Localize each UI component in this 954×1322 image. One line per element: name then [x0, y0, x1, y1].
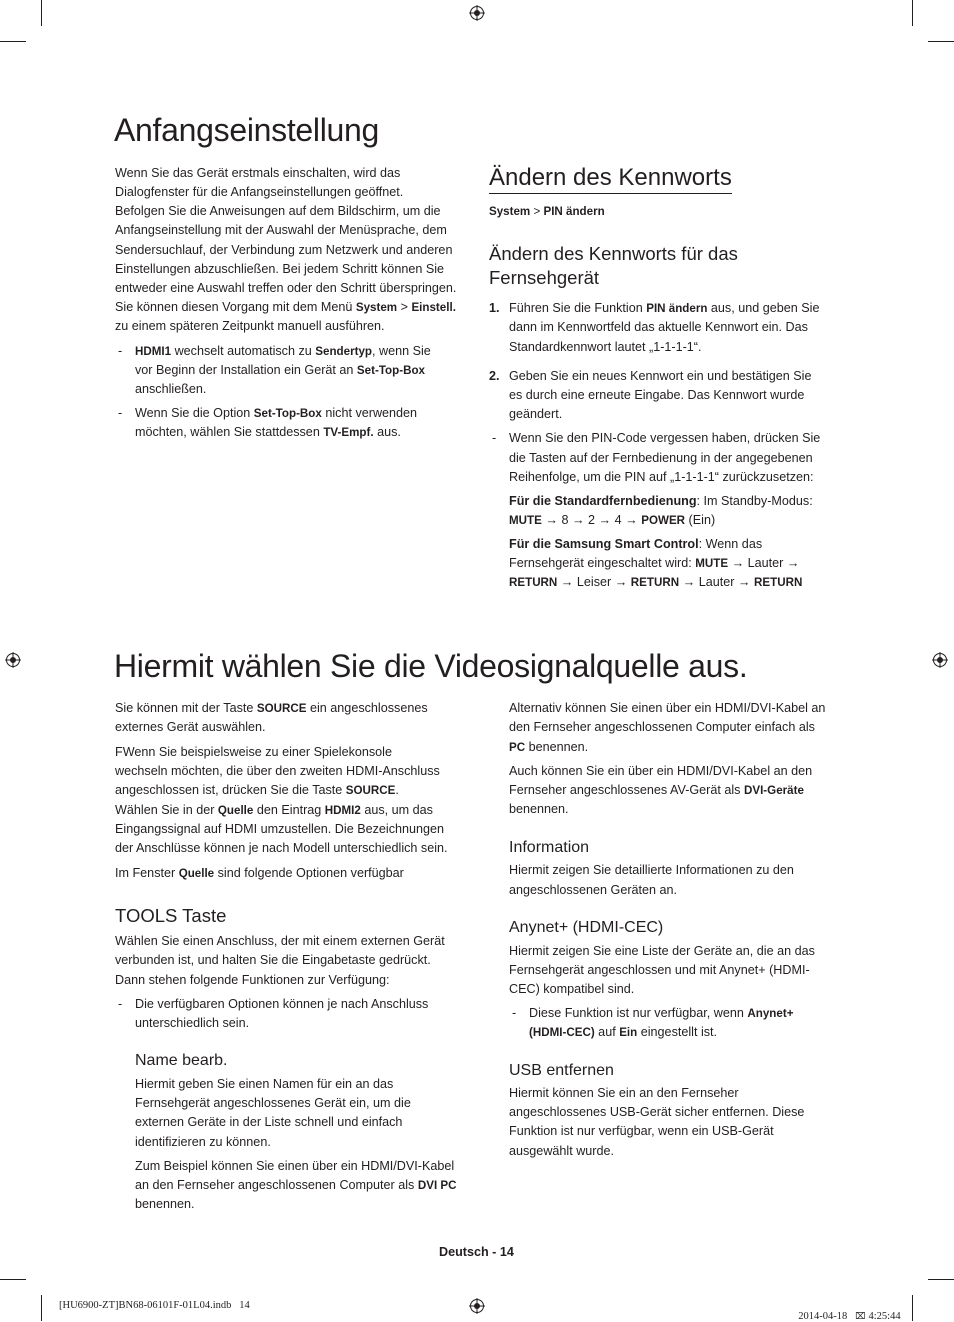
crop-mark: [0, 1279, 26, 1280]
menu-path-einstell: Einstell.: [411, 301, 456, 314]
bullet-dash: -: [512, 1006, 517, 1020]
key-sequence-smart-control: RETURN → Leiser → RETURN → Lauter → RETURN: [509, 575, 803, 589]
text-line: die Tasten auf der Fernbedienung in der angegebenen: [509, 451, 813, 465]
crop-mark: [0, 41, 26, 42]
text-line: Befolgen Sie die Anweisungen auf dem Bildschirm, um die: [115, 204, 441, 218]
text-line: Sie können mit der Taste SOURCE ein angeschlossenes: [115, 701, 428, 715]
text-line: Wählen Sie in der Quelle den Eintrag HDMI2 aus, um das: [115, 803, 433, 817]
text-line: Hiermit geben Sie einen Namen für ein an das: [135, 1077, 394, 1091]
section-title-anfangseinstellung: Anfangseinstellung: [114, 112, 380, 148]
text-line: Zum Beispiel können Sie einen über ein HDMI/DVI-Kabel: [135, 1159, 455, 1173]
step-number: 1.: [489, 301, 500, 315]
text-line: Diese Funktion ist nur verfügbar, wenn Anynet+: [529, 1006, 794, 1020]
text-line: PC benennen.: [509, 740, 589, 754]
crop-mark: [912, 1295, 913, 1321]
registration-mark-icon: [932, 652, 948, 668]
text-line: FWenn Sie beispielsweise zu einer Spielekonsole: [115, 745, 392, 759]
subheading-usb-entfernen: USB entfernen: [509, 1062, 614, 1079]
crop-mark: [912, 0, 913, 26]
clock-icon: ⌧: [855, 1312, 866, 1322]
text-line: Im Fenster Quelle sind folgende Optionen verfügbar: [115, 866, 404, 880]
text-line: Alternativ können Sie einen über ein HDMI/DVI-Kabel an: [509, 701, 826, 715]
text-line: Wenn Sie das Gerät erstmals einschalten, wird das: [115, 166, 401, 180]
text-line: CEC) kompatibel sind.: [509, 982, 635, 996]
text-line: geändert.: [509, 407, 563, 421]
subheading-information: Information: [509, 839, 590, 856]
text-line: an den Fernseher angeschlossenen Computer als DVI PC: [135, 1178, 457, 1192]
text-line: Dann stehen folgende Funktionen zur Verfügung:: [115, 973, 390, 987]
text-line: entweder eine Auswahl treffen oder den Schritt überspringen.: [115, 281, 457, 295]
text-line: Anfangseinstellung mit der Auswahl der Menüsprache, dem: [115, 223, 447, 237]
text-line: dann im Kennwortfeld das aktuelle Kennwort ein. Das: [509, 320, 808, 334]
subheading-anynet: Anynet+ (HDMI-CEC): [509, 919, 664, 936]
text-line: möchten, wählen Sie stattdessen TV-Empf. aus.: [135, 425, 401, 439]
crop-mark: [928, 1279, 954, 1280]
text-line: Fernsehgerät angeschlossen und mit Anynet+ (HDMI-: [509, 963, 810, 977]
subheading-tools-taste: TOOLS Taste: [115, 905, 227, 926]
registration-mark-icon: [469, 5, 485, 21]
text-line: Die verfügbaren Optionen können je nach Anschluss: [135, 997, 429, 1011]
text-line: Hiermit zeigen Sie eine Liste der Geräte an, die an das: [509, 944, 815, 958]
subheading-line: Fernsehgerät: [489, 267, 600, 288]
text-line: es durch eine erneute Eingabe. Das Kennwort wurde: [509, 388, 805, 402]
text-line: Für die Samsung Smart Control: Wenn das: [509, 537, 763, 551]
text-line: den Fernseher angeschlossenen Computer einfach als: [509, 720, 815, 734]
text-line: externes Gerät auswählen.: [115, 720, 266, 734]
key-sequence-standard: MUTE → 8 → 2 → 4 → POWER (Ein): [509, 513, 716, 527]
bullet-dash: -: [118, 406, 123, 420]
text-line: Fernseher angeschlossenes AV-Gerät als DVI-Geräte: [509, 783, 804, 797]
text-line: externen Geräte in der Liste schnell und einfach: [135, 1115, 403, 1129]
text-line: Standardkennwort lautet „1-1-1-1“.: [509, 340, 702, 354]
text-line: Dialogfenster für die Anfangseinstellungen geöffnet.: [115, 185, 404, 199]
text-line: Fernsehgerät angeschlossenes Gerät ein, um die: [135, 1096, 411, 1110]
text-line: Führen Sie die Funktion PIN ändern aus, und geben Sie: [509, 301, 820, 315]
text-line: der Anschlüsse können je nach Modell unterschiedlich sein.: [115, 841, 448, 855]
text-line: HDMI1 wechselt automatisch zu Sendertyp, wenn Sie: [135, 344, 431, 358]
text-line: wechseln möchten, die über den zweiten HDMI-Anschluss: [115, 764, 440, 778]
bullet-dash: -: [118, 344, 123, 358]
text-line: verbunden ist, und halten Sie die Eingabetaste gedrückt.: [115, 953, 431, 967]
registration-mark-icon: [5, 652, 21, 668]
breadcrumb-system: System: [489, 205, 531, 218]
text-line: Sie können diesen Vorgang mit dem Menü System > Einstell.: [115, 300, 456, 314]
text-line: Reihenfolge, um die PIN auf „1-1-1-1“ zurückzusetzen:: [509, 470, 814, 484]
text-line: Wenn Sie den PIN-Code vergessen haben, drücken Sie: [509, 431, 821, 445]
text-line: benennen.: [135, 1197, 195, 1211]
section-title-kennwort: Ändern des Kennworts: [489, 165, 732, 194]
text-line: Für die Standardfernbedienung: Im Standby-Modus:: [509, 494, 813, 508]
page-number: Deutsch - 14: [439, 1245, 514, 1259]
menu-path-system: System: [355, 301, 398, 314]
text-line: Funktion ist nur verfügbar, wenn ein USB-Gerät: [509, 1124, 774, 1138]
step-number: 2.: [489, 369, 500, 383]
bullet-dash: -: [118, 997, 123, 1011]
text-line: identifizieren zu können.: [135, 1135, 271, 1149]
bullet-dash: -: [492, 431, 497, 445]
text-line: (HDMI-CEC) auf Ein eingestellt ist.: [529, 1025, 718, 1039]
text-line: benennen.: [509, 802, 569, 816]
crop-mark: [928, 41, 954, 42]
text-line: Geben Sie ein neues Kennwort ein und bestätigen Sie: [509, 369, 812, 383]
text-line: anschließen.: [135, 382, 207, 396]
text-line: Wenn Sie die Option Set-Top-Box nicht verwenden: [135, 406, 418, 420]
breadcrumb: System > PIN ändern: [489, 205, 605, 218]
text-line: Sendersuchlauf, der Verbindung zum Netzwerk und anderen: [115, 243, 453, 257]
text-line: unterschiedlich sein.: [135, 1016, 250, 1030]
text-line: zu einem späteren Zeitpunkt manuell ausführen.: [115, 319, 385, 333]
text-line: angeschlossen ist, drücken Sie die Taste SOURCE.: [115, 783, 399, 797]
text-line: ausgewählt wurde.: [509, 1144, 615, 1158]
text-line: Eingangssignal auf HDMI umzustellen. Die Bezeichnungen: [115, 822, 445, 836]
registration-mark-icon: [469, 1298, 485, 1314]
text-line: Hiermit können Sie ein an den Fernseher: [509, 1086, 739, 1100]
text-line: angeschlossenen Geräten an.: [509, 883, 678, 897]
text-line: angeschlossenes USB-Gerät sicher entfernen. Diese: [509, 1105, 805, 1119]
crop-mark: [41, 1295, 42, 1321]
breadcrumb-pin-aendern: PIN ändern: [543, 205, 605, 218]
text-line: Fernsehgerät eingeschaltet wird: MUTE → Lauter →: [509, 556, 800, 570]
text-line: Auch können Sie ein über ein HDMI/DVI-Kabel an den: [509, 764, 813, 778]
print-timestamp: 2014-04-18 ⌧ 4:25:44: [798, 1311, 901, 1322]
crop-mark: [41, 0, 42, 26]
section-title-videosignalquelle: Hiermit wählen Sie die Videosignalquelle aus.: [114, 648, 748, 684]
text-line: vor Beginn der Installation ein Gerät an Set-Top-Box: [135, 363, 425, 377]
text-line: Hiermit zeigen Sie detaillierte Informationen zu den: [509, 863, 794, 877]
subheading-line: Ändern des Kennworts für das: [489, 243, 738, 264]
text-line: Wählen Sie einen Anschluss, der mit einem externen Gerät: [115, 934, 445, 948]
print-file-slug: [HU6900-ZT]BN68-06101F-01L04.indb 14: [59, 1300, 250, 1311]
subheading-name-bearb: Name bearb.: [135, 1052, 228, 1069]
text-line: Einstellungen abzuschließen. Bei jedem Schritt können Sie: [115, 262, 445, 276]
